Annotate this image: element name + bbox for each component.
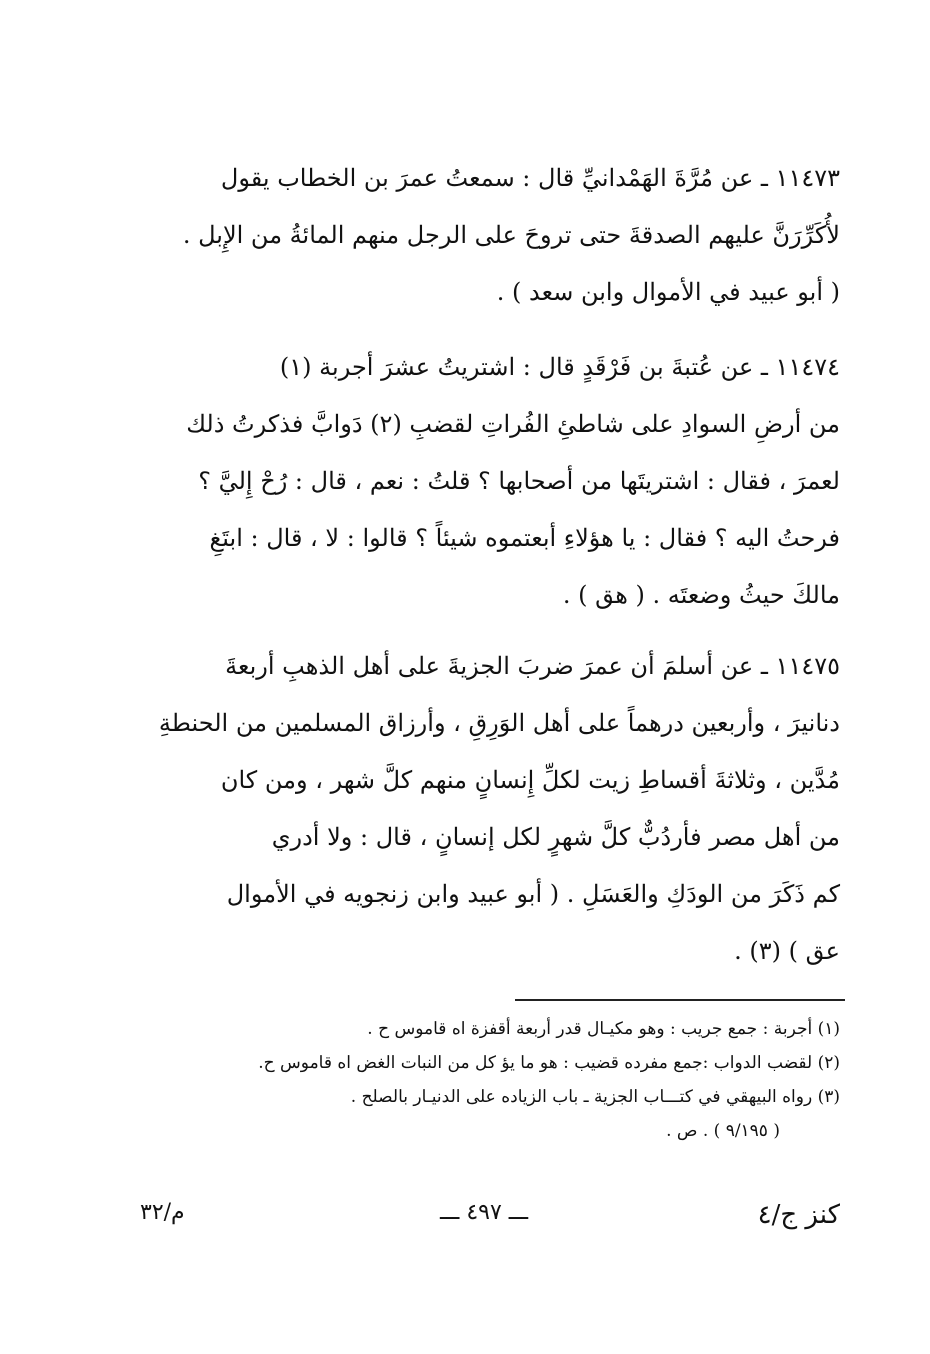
text-line: لعمرَ ، فقال : اشتريتَها من أصحابها ؟ قلتُ : نعم ، قال : رُحْ إِليَّ ؟ xyxy=(198,467,840,495)
paragraph-11474 xyxy=(130,339,840,624)
text-line: ١١٤٧٣ ـ عن مُرَّةَ الهَمْدانيِّ قال : سمعتُ عمرَ بن الخطاب يقول xyxy=(220,164,840,192)
text-line: ١١٤٧٥ ـ عن أسلمَ أن عمرَ ضربَ الجزيةَ على أهل الذهبِ أربعةَ xyxy=(225,652,840,680)
text-line: دنانيرَ ، وأربعين درهماً على أهل الوَرِقِ ، وأرزاق المسلمين من الحنطةِ xyxy=(158,709,840,737)
page-number: ـــ ٤٩٧ ـــ xyxy=(440,1200,529,1225)
text-line: كم ذَكَرَ من الودَكِ والعَسَلِ . ( أبو عبيد وابن زنجويه في الأموال xyxy=(226,880,840,908)
text-line: لأُكَرِّرَنَّ عليهم الصدقةَ حتى تروحَ على الرجل منهم المائةُ من الإِبل . xyxy=(182,221,840,249)
paragraph-11475 xyxy=(130,638,840,980)
footnote-1: (١) أجربة : جمع جريب : وهو مكيـال قدر أربعة أقفزة اه قاموس ح . xyxy=(367,1019,840,1039)
footnote-2: (٢) لقضب الدواب :جمع مفرده قضيب : هو ما يؤ كل من النبات الغض اه قاموس ح. xyxy=(258,1053,840,1073)
text-line: عق ) (٣) . xyxy=(734,937,840,965)
footnote-3-continuation: ( ٩/١٩٥ ) . ص . xyxy=(666,1121,780,1141)
text-line: من أهل مصر فأردُبٌّ كلَّ شهرٍ لكل إنسانٍ ، قال : ولا أدري xyxy=(271,823,840,851)
text-line: ( أبو عبيد في الأموال وابن سعد ) . xyxy=(496,278,840,306)
footnotes xyxy=(130,1012,840,1148)
footnote-3: (٣) رواه البيهقي في كتـــاب الجزية ـ باب الزياده على الدنيـار بالصلح . xyxy=(350,1087,840,1107)
text-line: مُدَّين ، وثلاثةَ أقساطِ زيت لكلِّ إِنسانٍ منهم كلَّ شهر ، ومن كان xyxy=(220,766,840,794)
volume-label: كنز ج/٤ xyxy=(757,1200,840,1230)
text-line: مالكَ حيثُ وضعتَه . ( هق ) . xyxy=(562,581,840,609)
page-footer xyxy=(0,1200,930,1250)
footnote-divider xyxy=(515,999,845,1001)
text-line: من أرضِ السوادِ على شاطئِ الفُراتِ لقضبِ (٢) دَوابَّ فذكرتُ ذلك xyxy=(186,410,840,438)
text-line: ١١٤٧٤ ـ عن عُتبةَ بن فَرْقَدٍ قال : اشتريتُ عشرَ أجربة (١) xyxy=(279,353,840,381)
text-line: فرحتُ اليه ؟ فقال : يا هؤلاءِ أبعتموه شيئاً ؟ قالوا : لا ، قال : ابتَغِ xyxy=(209,524,840,552)
sheet-label: م/٣٢ xyxy=(140,1200,185,1225)
paragraph-11473 xyxy=(130,150,840,321)
